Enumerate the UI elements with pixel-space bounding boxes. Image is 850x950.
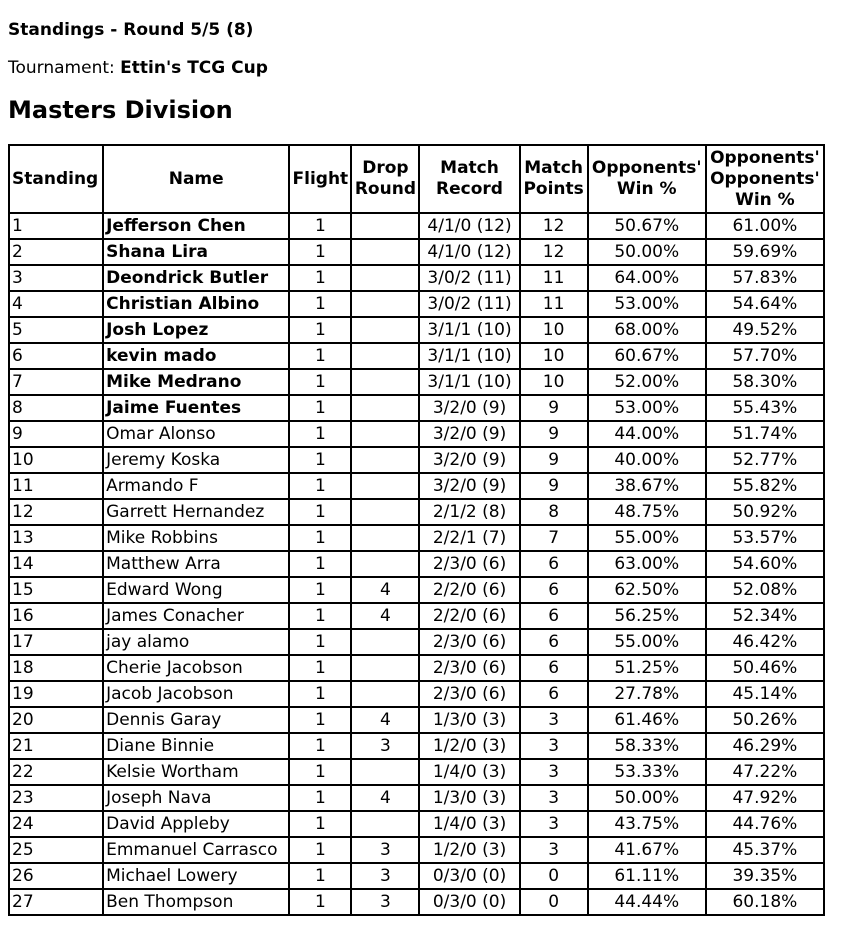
cell-opponents-opponents-win: 57.70% [706, 343, 824, 369]
cell-opponents-opponents-win: 47.92% [706, 785, 824, 811]
table-row [9, 603, 824, 629]
cell-name: Garrett Hernandez [103, 499, 289, 525]
cell-drop-round: 4 [351, 603, 419, 629]
cell-flight: 1 [289, 863, 351, 889]
cell-opponents-opponents-win: 52.77% [706, 447, 824, 473]
cell-opponents-win: 56.25% [588, 603, 706, 629]
cell-flight: 1 [289, 213, 351, 239]
cell-flight: 1 [289, 499, 351, 525]
cell-name: Jaime Fuentes [103, 395, 289, 421]
table-row [9, 265, 824, 291]
cell-opponents-win: 44.00% [588, 421, 706, 447]
cell-flight: 1 [289, 447, 351, 473]
cell-opponents-win: 50.67% [588, 213, 706, 239]
cell-match-points: 7 [520, 525, 588, 551]
cell-name: Christian Albino [103, 291, 289, 317]
cell-standing: 20 [9, 707, 103, 733]
cell-opponents-win: 48.75% [588, 499, 706, 525]
table-row [9, 577, 824, 603]
cell-standing: 14 [9, 551, 103, 577]
cell-opponents-win: 58.33% [588, 733, 706, 759]
cell-match-record: 2/3/0 (6) [419, 551, 519, 577]
page-heading: Standings - Round 5/5 (8) [8, 20, 254, 40]
cell-name: Emmanuel Carrasco [103, 837, 289, 863]
cell-match-record: 2/3/0 (6) [419, 655, 519, 681]
cell-match-points: 3 [520, 785, 588, 811]
tournament-label: Tournament: [8, 58, 121, 78]
header-opponents-win: Opponents' Win % [588, 145, 706, 213]
cell-flight: 1 [289, 265, 351, 291]
cell-opponents-opponents-win: 45.14% [706, 681, 824, 707]
cell-match-record: 1/3/0 (3) [419, 785, 519, 811]
cell-drop-round [351, 213, 419, 239]
cell-standing: 26 [9, 863, 103, 889]
cell-flight: 1 [289, 343, 351, 369]
cell-flight: 1 [289, 577, 351, 603]
cell-flight: 1 [289, 629, 351, 655]
table-header-row [9, 145, 824, 213]
cell-opponents-opponents-win: 50.26% [706, 707, 824, 733]
cell-name: Shana Lira [103, 239, 289, 265]
cell-flight: 1 [289, 551, 351, 577]
cell-match-points: 11 [520, 265, 588, 291]
cell-match-record: 3/1/1 (10) [419, 369, 519, 395]
cell-standing: 5 [9, 317, 103, 343]
cell-match-points: 10 [520, 343, 588, 369]
cell-name: Michael Lowery [103, 863, 289, 889]
cell-match-record: 3/1/1 (10) [419, 317, 519, 343]
cell-match-points: 10 [520, 369, 588, 395]
cell-opponents-opponents-win: 46.42% [706, 629, 824, 655]
cell-drop-round [351, 395, 419, 421]
table-row [9, 707, 824, 733]
cell-drop-round [351, 317, 419, 343]
cell-opponents-opponents-win: 61.00% [706, 213, 824, 239]
cell-flight: 1 [289, 889, 351, 915]
cell-standing: 19 [9, 681, 103, 707]
cell-opponents-win: 43.75% [588, 811, 706, 837]
cell-flight: 1 [289, 707, 351, 733]
cell-opponents-opponents-win: 44.76% [706, 811, 824, 837]
tournament-name: Ettin's TCG Cup [120, 58, 268, 78]
header-name: Name [103, 145, 289, 213]
cell-opponents-win: 68.00% [588, 317, 706, 343]
cell-match-points: 6 [520, 629, 588, 655]
table-row [9, 551, 824, 577]
cell-name: Dennis Garay [103, 707, 289, 733]
header-flight: Flight [289, 145, 351, 213]
cell-opponents-opponents-win: 54.60% [706, 551, 824, 577]
cell-standing: 18 [9, 655, 103, 681]
cell-opponents-win: 61.11% [588, 863, 706, 889]
cell-opponents-opponents-win: 58.30% [706, 369, 824, 395]
table-row [9, 473, 824, 499]
cell-name: jay alamo [103, 629, 289, 655]
cell-flight: 1 [289, 811, 351, 837]
standings-body [9, 213, 824, 915]
cell-flight: 1 [289, 785, 351, 811]
cell-flight: 1 [289, 421, 351, 447]
cell-drop-round [351, 447, 419, 473]
cell-standing: 3 [9, 265, 103, 291]
cell-match-record: 3/2/0 (9) [419, 473, 519, 499]
cell-drop-round [351, 551, 419, 577]
cell-drop-round [351, 655, 419, 681]
cell-opponents-opponents-win: 57.83% [706, 265, 824, 291]
cell-name: Ben Thompson [103, 889, 289, 915]
cell-standing: 22 [9, 759, 103, 785]
cell-drop-round [351, 265, 419, 291]
cell-match-record: 2/1/2 (8) [419, 499, 519, 525]
cell-standing: 6 [9, 343, 103, 369]
table-row [9, 655, 824, 681]
cell-match-record: 3/2/0 (9) [419, 447, 519, 473]
table-row [9, 525, 824, 551]
cell-standing: 21 [9, 733, 103, 759]
cell-match-record: 3/0/2 (11) [419, 291, 519, 317]
cell-name: Josh Lopez [103, 317, 289, 343]
cell-flight: 1 [289, 239, 351, 265]
table-row [9, 499, 824, 525]
cell-opponents-opponents-win: 53.57% [706, 525, 824, 551]
cell-name: Kelsie Wortham [103, 759, 289, 785]
cell-opponents-win: 55.00% [588, 525, 706, 551]
cell-opponents-opponents-win: 51.74% [706, 421, 824, 447]
cell-name: Joseph Nava [103, 785, 289, 811]
table-row [9, 343, 824, 369]
cell-match-points: 6 [520, 681, 588, 707]
cell-match-points: 12 [520, 213, 588, 239]
cell-match-points: 0 [520, 889, 588, 915]
table-row [9, 811, 824, 837]
cell-standing: 4 [9, 291, 103, 317]
cell-opponents-win: 61.46% [588, 707, 706, 733]
cell-name: Cherie Jacobson [103, 655, 289, 681]
cell-match-points: 8 [520, 499, 588, 525]
cell-drop-round [351, 239, 419, 265]
cell-match-record: 3/0/2 (11) [419, 265, 519, 291]
cell-flight: 1 [289, 603, 351, 629]
cell-standing: 23 [9, 785, 103, 811]
cell-name: Edward Wong [103, 577, 289, 603]
cell-name: Deondrick Butler [103, 265, 289, 291]
cell-name: Matthew Arra [103, 551, 289, 577]
cell-opponents-win: 50.00% [588, 239, 706, 265]
standings-table [8, 144, 825, 916]
cell-match-record: 2/2/0 (6) [419, 603, 519, 629]
cell-match-points: 9 [520, 447, 588, 473]
cell-match-points: 6 [520, 577, 588, 603]
cell-match-points: 3 [520, 811, 588, 837]
cell-match-points: 9 [520, 421, 588, 447]
table-row [9, 291, 824, 317]
cell-match-points: 12 [520, 239, 588, 265]
table-row [9, 395, 824, 421]
cell-name: David Appleby [103, 811, 289, 837]
cell-standing: 7 [9, 369, 103, 395]
header-match-record: Match Record [419, 145, 519, 213]
cell-opponents-win: 60.67% [588, 343, 706, 369]
tournament-line [8, 58, 842, 78]
cell-standing: 13 [9, 525, 103, 551]
cell-drop-round: 3 [351, 837, 419, 863]
cell-drop-round: 4 [351, 707, 419, 733]
cell-match-record: 2/3/0 (6) [419, 681, 519, 707]
cell-standing: 8 [9, 395, 103, 421]
cell-opponents-win: 38.67% [588, 473, 706, 499]
table-row [9, 421, 824, 447]
cell-flight: 1 [289, 525, 351, 551]
table-row [9, 785, 824, 811]
cell-opponents-opponents-win: 54.64% [706, 291, 824, 317]
cell-opponents-opponents-win: 60.18% [706, 889, 824, 915]
cell-opponents-win: 53.33% [588, 759, 706, 785]
cell-opponents-win: 44.44% [588, 889, 706, 915]
cell-match-points: 0 [520, 863, 588, 889]
cell-drop-round [351, 499, 419, 525]
cell-match-record: 2/3/0 (6) [419, 629, 519, 655]
cell-standing: 9 [9, 421, 103, 447]
cell-standing: 27 [9, 889, 103, 915]
cell-drop-round [351, 343, 419, 369]
cell-drop-round [351, 629, 419, 655]
cell-name: Armando F [103, 473, 289, 499]
cell-opponents-opponents-win: 52.34% [706, 603, 824, 629]
cell-drop-round [351, 525, 419, 551]
cell-drop-round [351, 681, 419, 707]
cell-opponents-win: 52.00% [588, 369, 706, 395]
cell-name: Jeremy Koska [103, 447, 289, 473]
cell-name: Mike Robbins [103, 525, 289, 551]
cell-flight: 1 [289, 733, 351, 759]
cell-match-record: 1/2/0 (3) [419, 837, 519, 863]
cell-standing: 24 [9, 811, 103, 837]
cell-opponents-opponents-win: 59.69% [706, 239, 824, 265]
cell-match-points: 6 [520, 655, 588, 681]
cell-match-points: 3 [520, 707, 588, 733]
cell-match-points: 6 [520, 603, 588, 629]
cell-flight: 1 [289, 317, 351, 343]
cell-match-record: 1/4/0 (3) [419, 759, 519, 785]
cell-match-record: 3/2/0 (9) [419, 421, 519, 447]
cell-flight: 1 [289, 395, 351, 421]
cell-drop-round [351, 421, 419, 447]
division-title: Masters Division [8, 96, 233, 124]
cell-flight: 1 [289, 369, 351, 395]
cell-name: Jacob Jacobson [103, 681, 289, 707]
table-row [9, 629, 824, 655]
cell-standing: 12 [9, 499, 103, 525]
cell-drop-round [351, 759, 419, 785]
cell-standing: 17 [9, 629, 103, 655]
cell-drop-round: 4 [351, 577, 419, 603]
cell-opponents-win: 62.50% [588, 577, 706, 603]
cell-match-record: 0/3/0 (0) [419, 889, 519, 915]
cell-match-record: 3/1/1 (10) [419, 343, 519, 369]
table-row [9, 837, 824, 863]
cell-standing: 11 [9, 473, 103, 499]
cell-drop-round: 3 [351, 889, 419, 915]
cell-opponents-opponents-win: 39.35% [706, 863, 824, 889]
cell-match-record: 2/2/0 (6) [419, 577, 519, 603]
cell-match-points: 10 [520, 317, 588, 343]
cell-name: James Conacher [103, 603, 289, 629]
cell-flight: 1 [289, 681, 351, 707]
table-row [9, 447, 824, 473]
cell-opponents-win: 53.00% [588, 291, 706, 317]
cell-match-record: 4/1/0 (12) [419, 239, 519, 265]
cell-opponents-opponents-win: 46.29% [706, 733, 824, 759]
table-row [9, 239, 824, 265]
cell-opponents-win: 50.00% [588, 785, 706, 811]
cell-match-points: 3 [520, 837, 588, 863]
cell-flight: 1 [289, 837, 351, 863]
cell-opponents-opponents-win: 55.82% [706, 473, 824, 499]
cell-drop-round: 4 [351, 785, 419, 811]
table-row [9, 369, 824, 395]
cell-drop-round [351, 291, 419, 317]
header-opponents-opponents-win: Opponents' Opponents' Win % [706, 145, 824, 213]
cell-opponents-win: 51.25% [588, 655, 706, 681]
cell-match-points: 9 [520, 473, 588, 499]
cell-standing: 25 [9, 837, 103, 863]
cell-opponents-opponents-win: 52.08% [706, 577, 824, 603]
cell-match-record: 3/2/0 (9) [419, 395, 519, 421]
cell-flight: 1 [289, 473, 351, 499]
cell-match-points: 11 [520, 291, 588, 317]
cell-match-points: 3 [520, 759, 588, 785]
table-row [9, 863, 824, 889]
table-row [9, 889, 824, 915]
cell-drop-round: 3 [351, 733, 419, 759]
table-row [9, 759, 824, 785]
table-row [9, 213, 824, 239]
cell-drop-round [351, 473, 419, 499]
cell-opponents-opponents-win: 50.92% [706, 499, 824, 525]
cell-match-points: 6 [520, 551, 588, 577]
cell-flight: 1 [289, 655, 351, 681]
table-row [9, 681, 824, 707]
cell-drop-round: 3 [351, 863, 419, 889]
cell-match-record: 0/3/0 (0) [419, 863, 519, 889]
cell-name: Diane Binnie [103, 733, 289, 759]
cell-opponents-opponents-win: 50.46% [706, 655, 824, 681]
cell-opponents-win: 27.78% [588, 681, 706, 707]
cell-match-record: 1/2/0 (3) [419, 733, 519, 759]
cell-name: Omar Alonso [103, 421, 289, 447]
cell-match-record: 1/4/0 (3) [419, 811, 519, 837]
table-row [9, 733, 824, 759]
cell-opponents-opponents-win: 55.43% [706, 395, 824, 421]
cell-opponents-win: 64.00% [588, 265, 706, 291]
cell-name: Mike Medrano [103, 369, 289, 395]
cell-match-record: 4/1/0 (12) [419, 213, 519, 239]
cell-opponents-win: 63.00% [588, 551, 706, 577]
cell-flight: 1 [289, 759, 351, 785]
cell-standing: 2 [9, 239, 103, 265]
table-row [9, 317, 824, 343]
cell-standing: 10 [9, 447, 103, 473]
cell-standing: 15 [9, 577, 103, 603]
cell-match-record: 1/3/0 (3) [419, 707, 519, 733]
cell-standing: 16 [9, 603, 103, 629]
cell-drop-round [351, 369, 419, 395]
cell-opponents-opponents-win: 49.52% [706, 317, 824, 343]
cell-match-record: 2/2/1 (7) [419, 525, 519, 551]
cell-opponents-win: 53.00% [588, 395, 706, 421]
cell-match-points: 3 [520, 733, 588, 759]
header-drop-round: Drop Round [351, 145, 419, 213]
cell-drop-round [351, 811, 419, 837]
cell-opponents-opponents-win: 45.37% [706, 837, 824, 863]
cell-flight: 1 [289, 291, 351, 317]
cell-opponents-win: 41.67% [588, 837, 706, 863]
header-standing: Standing [9, 145, 103, 213]
cell-name: Jefferson Chen [103, 213, 289, 239]
cell-opponents-win: 40.00% [588, 447, 706, 473]
header-match-points: Match Points [520, 145, 588, 213]
cell-opponents-win: 55.00% [588, 629, 706, 655]
cell-opponents-opponents-win: 47.22% [706, 759, 824, 785]
cell-match-points: 9 [520, 395, 588, 421]
cell-name: kevin mado [103, 343, 289, 369]
cell-standing: 1 [9, 213, 103, 239]
